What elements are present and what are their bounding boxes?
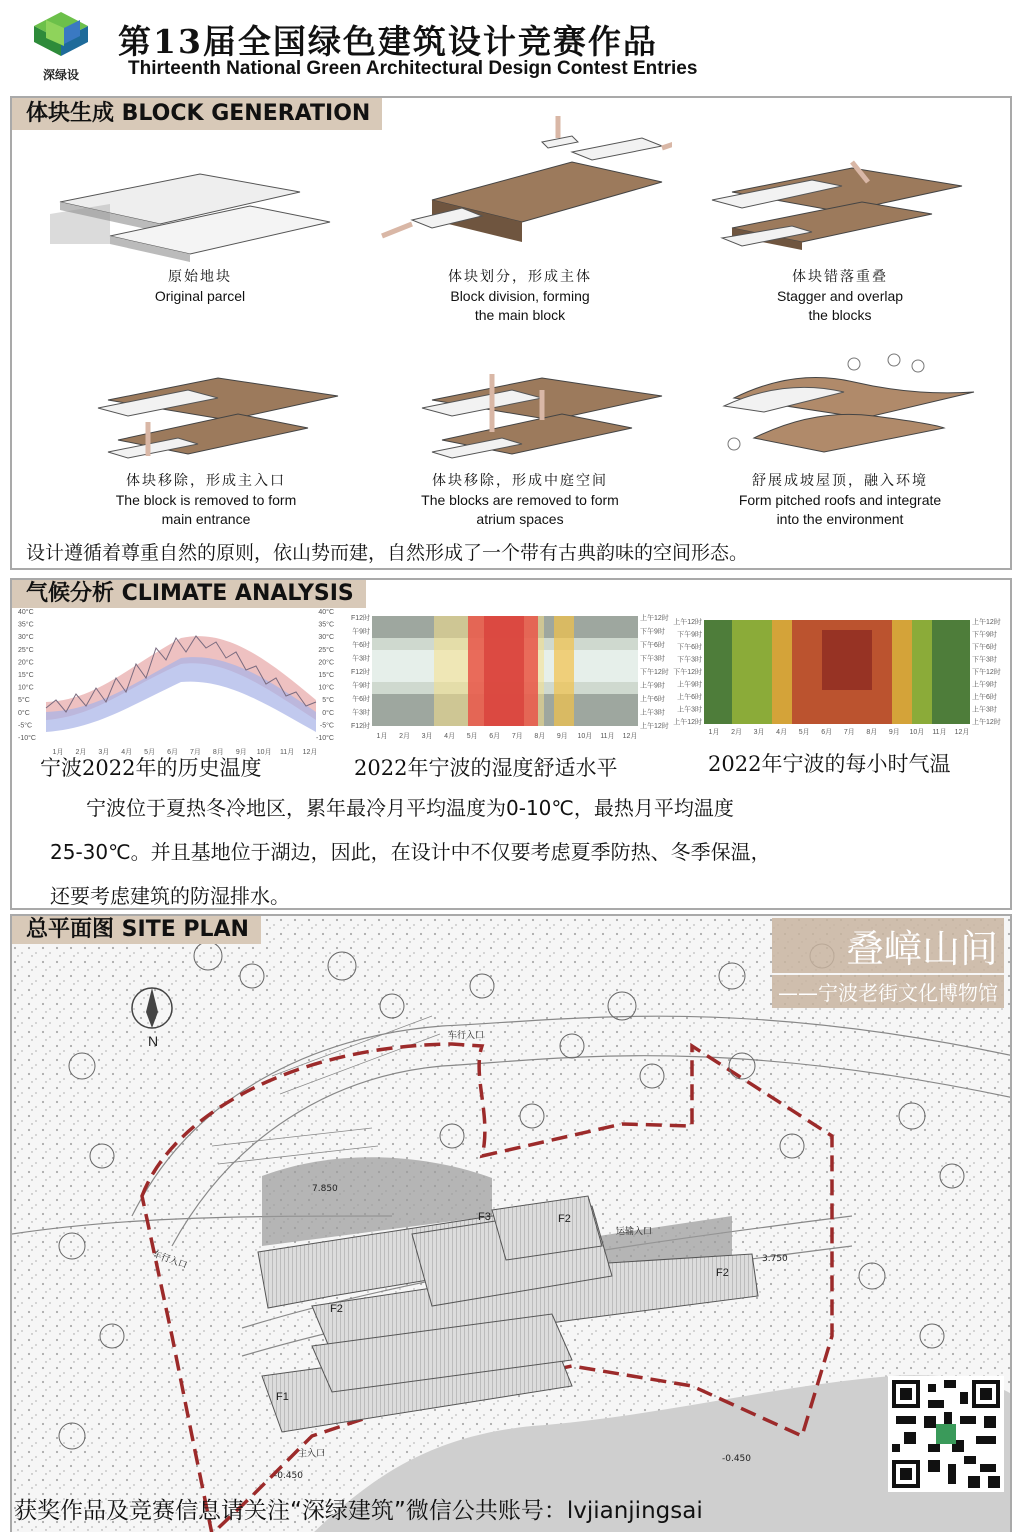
month-tick: 11月 [279, 749, 295, 756]
temp-y-tick: 20°C [18, 659, 34, 667]
temp-y-tick: 5°C [322, 697, 334, 705]
header [0, 0, 1024, 92]
time-tick: F12时 [350, 615, 370, 622]
temp-y-tick: 15°C [318, 672, 334, 679]
block-generation-panel [10, 96, 1012, 570]
time-tick: 午9时 [352, 628, 370, 636]
block-step-6-caption: 舒展成坡屋顶，融入环境 Form pitched roofs and integrate into the environment [738, 473, 942, 527]
elevation-minus045-right: -0.450 [722, 1454, 752, 1464]
block-step-5-diagram [382, 356, 682, 486]
temp-y-tick: 35°C [18, 621, 34, 629]
month-tick: 11月 [932, 729, 947, 736]
month-tick: 1月 [376, 733, 388, 740]
floor-f2-right: F2 [716, 1267, 729, 1279]
month-tick: 9月 [888, 729, 900, 736]
block-step-2-diagram [372, 112, 672, 262]
time-tick: 下午3时 [677, 656, 702, 664]
month-tick: 2月 [399, 733, 410, 740]
month-tick: 2月 [75, 749, 87, 756]
time-tick: F12时 [350, 669, 370, 676]
time-tick: 上午9时 [677, 681, 702, 689]
time-tick: 下午6时 [640, 642, 665, 649]
time-tick: 下午6时 [677, 644, 702, 651]
block-step-4-diagram [58, 356, 358, 486]
title-english: Thirteenth National Green Architectural Design Contest Entries [128, 58, 698, 79]
time-tick: 上午3时 [640, 709, 665, 717]
temp-y-tick: 20°C [318, 659, 334, 667]
climate-tab: 气候分析 CLIMATE ANALYSIS [12, 580, 366, 608]
month-tick: 5月 [144, 749, 156, 756]
block-generation-tab: 体块生成 BLOCK GENERATION [12, 98, 382, 130]
floor-f1: F1 [276, 1391, 289, 1403]
time-tick: 上午12时 [673, 619, 702, 626]
month-tick: 1月 [52, 749, 64, 756]
block-step-1-diagram [50, 144, 350, 264]
temp-y-tick: 0°C [18, 709, 30, 717]
month-tick: 2月 [731, 729, 742, 736]
month-tick: 9月 [235, 749, 247, 756]
humidity-chart [344, 610, 680, 750]
temperature-chart [16, 608, 336, 758]
time-tick: 上午12时 [972, 619, 1001, 626]
footer-notice: 获奖作品及竞赛信息请关注“深绿建筑”微信公共账号：lvjianjingsai [14, 1498, 703, 1524]
month-tick: 6月 [489, 733, 501, 740]
time-tick: F12时 [350, 723, 370, 730]
month-tick: 4月 [776, 729, 788, 736]
month-tick: 8月 [534, 733, 546, 740]
temp-y-tick: 35°C [318, 621, 334, 629]
temp-y-tick: 15°C [18, 672, 34, 679]
car-entry-top-label: 车行入口 [448, 1031, 485, 1041]
time-tick: 上午3时 [677, 706, 702, 714]
block-step-3-caption: 体块错落重叠 Stagger and overlap the blocks [776, 269, 904, 323]
block-step-3-diagram [692, 142, 992, 262]
time-tick: 上午12时 [972, 719, 1001, 726]
time-tick: 下午9时 [640, 628, 665, 636]
month-tick: 4月 [444, 733, 456, 740]
month-tick: 4月 [121, 749, 133, 756]
climate-para-2: 25-30℃。并且基地位于湖边，因此，在设计中不仅要考虑夏季防热、冬季保温， [50, 840, 771, 864]
month-tick: 7月 [843, 729, 855, 736]
month-tick: 7月 [190, 749, 201, 756]
block-step-2-caption: 体块划分，形成主体 Block division, forming the main block [448, 269, 592, 323]
month-tick: 10月 [577, 733, 593, 740]
time-tick: 下午6时 [972, 644, 997, 651]
time-tick: 午3时 [352, 709, 370, 717]
temp-y-tick: 40°C [18, 609, 34, 616]
time-tick: 下午9时 [972, 631, 997, 639]
temp-y-tick: 30°C [18, 634, 34, 642]
time-tick: 上午6时 [677, 694, 702, 701]
site-plan-tab: 总平面图 SITE PLAN [12, 916, 261, 944]
project-subtitle: ——宁波老街文化博物馆 [772, 975, 1004, 1008]
qr-code-icon[interactable] [888, 1376, 1004, 1492]
temp-y-tick: 30°C [318, 634, 334, 642]
floor-f3: F3 [478, 1211, 491, 1223]
main-entry-label: 主入口 [298, 1449, 326, 1459]
time-tick: 下午3时 [640, 655, 665, 663]
elevation-minus045-left: -0.450 [274, 1471, 304, 1481]
time-tick: 午3时 [352, 655, 370, 663]
project-title [772, 918, 1004, 1008]
month-tick: 11月 [600, 733, 615, 740]
month-tick: 12月 [954, 729, 970, 736]
temperature-chart-caption: 宁波2022年的历史温度 [40, 756, 262, 780]
time-tick: 午6时 [352, 642, 370, 649]
temp-y-tick: 25°C [318, 646, 334, 654]
time-tick: 下午12时 [972, 669, 1001, 676]
climate-panel [10, 578, 1012, 910]
site-plan-panel [10, 914, 1012, 1532]
month-tick: 12月 [302, 749, 318, 756]
block-step-5-caption: 体块移除，形成中庭空间 The blocks are removed to form atrium spaces [421, 473, 619, 527]
month-tick: 10月 [256, 749, 272, 756]
elevation-3750-right: 3.750 [762, 1254, 788, 1264]
car-entry-left-label: 车行入口 [150, 1249, 189, 1272]
humidity-chart-caption: 2022年宁波的湿度舒适水平 [354, 756, 618, 780]
month-tick: 7月 [511, 733, 523, 740]
month-tick: 9月 [556, 733, 568, 740]
month-tick: 12月 [622, 733, 638, 740]
month-tick: 3月 [421, 733, 433, 740]
time-tick: 上午6时 [640, 696, 665, 703]
temp-y-tick: 10°C [318, 684, 334, 692]
month-tick: 8月 [212, 749, 224, 756]
temp-y-tick: -5°C [18, 722, 33, 730]
site-plan-drawing [12, 916, 1012, 1532]
time-tick: 下午9时 [677, 631, 702, 639]
block-step-4-caption: 体块移除，形成主入口 The block is removed to form main entrance [115, 473, 297, 527]
block-generation-note: 设计遵循着尊重自然的原则，依山势而建，自然形成了一个带有古典韵味的空间形态。 [26, 542, 749, 564]
month-tick: 6月 [167, 749, 178, 756]
month-tick: 5月 [466, 733, 478, 740]
time-tick: 午6时 [352, 696, 370, 703]
project-name: 叠嶂山间 [772, 918, 1004, 973]
time-tick: 上午12时 [673, 719, 702, 726]
climate-para-3: 还要考虑建筑的防湿排水。 [50, 884, 290, 908]
hourly-chart-caption: 2022年宁波的每小时气温 [708, 752, 951, 776]
time-tick: 下午12时 [673, 669, 702, 676]
time-tick: 下午3时 [972, 656, 997, 664]
month-tick: 5月 [798, 729, 810, 736]
logo-text: 深绿设 [42, 68, 79, 82]
temp-y-tick: 0°C [322, 709, 334, 717]
north-label: N [148, 1033, 159, 1049]
time-tick: 上午6时 [972, 694, 997, 701]
time-tick: 上午12时 [640, 615, 669, 622]
block-step-1-caption: 原始地块 Original parcel [154, 269, 246, 304]
temp-y-tick: -10°C [316, 735, 334, 742]
time-tick: 下午12时 [640, 669, 669, 676]
time-tick: 上午9时 [640, 682, 665, 690]
temp-y-tick: 5°C [18, 697, 30, 705]
month-tick: 10月 [909, 729, 925, 736]
transport-entry-label: 运输入口 [616, 1227, 653, 1237]
temp-y-tick: -5°C [319, 722, 334, 730]
hourly-temperature-chart [672, 610, 1008, 750]
climate-para-1: 宁波位于夏热冬冷地区，累年最冷月平均温度为0-10℃，最热月平均温度 [86, 796, 734, 820]
temp-y-tick: 25°C [18, 646, 34, 654]
floor-f2-left: F2 [330, 1303, 343, 1315]
time-tick: 上午12时 [640, 723, 669, 730]
temp-y-tick: 40°C [318, 609, 334, 616]
month-tick: 3月 [98, 749, 110, 756]
month-tick: 3月 [753, 729, 765, 736]
elevation-7850: 7.850 [312, 1184, 338, 1194]
time-tick: 午9时 [352, 682, 370, 690]
block-step-6-diagram [694, 348, 994, 478]
month-tick: 8月 [866, 729, 878, 736]
temp-y-tick: 10°C [18, 684, 34, 692]
time-tick: 上午9时 [972, 681, 997, 689]
title-chinese: 第13届全国绿色建筑设计竞赛作品 [118, 22, 658, 61]
time-tick: 上午3时 [972, 706, 997, 714]
floor-f2-top: F2 [558, 1213, 571, 1225]
month-tick: 6月 [821, 729, 833, 736]
month-tick: 1月 [708, 729, 720, 736]
temp-y-tick: -10°C [18, 735, 36, 742]
